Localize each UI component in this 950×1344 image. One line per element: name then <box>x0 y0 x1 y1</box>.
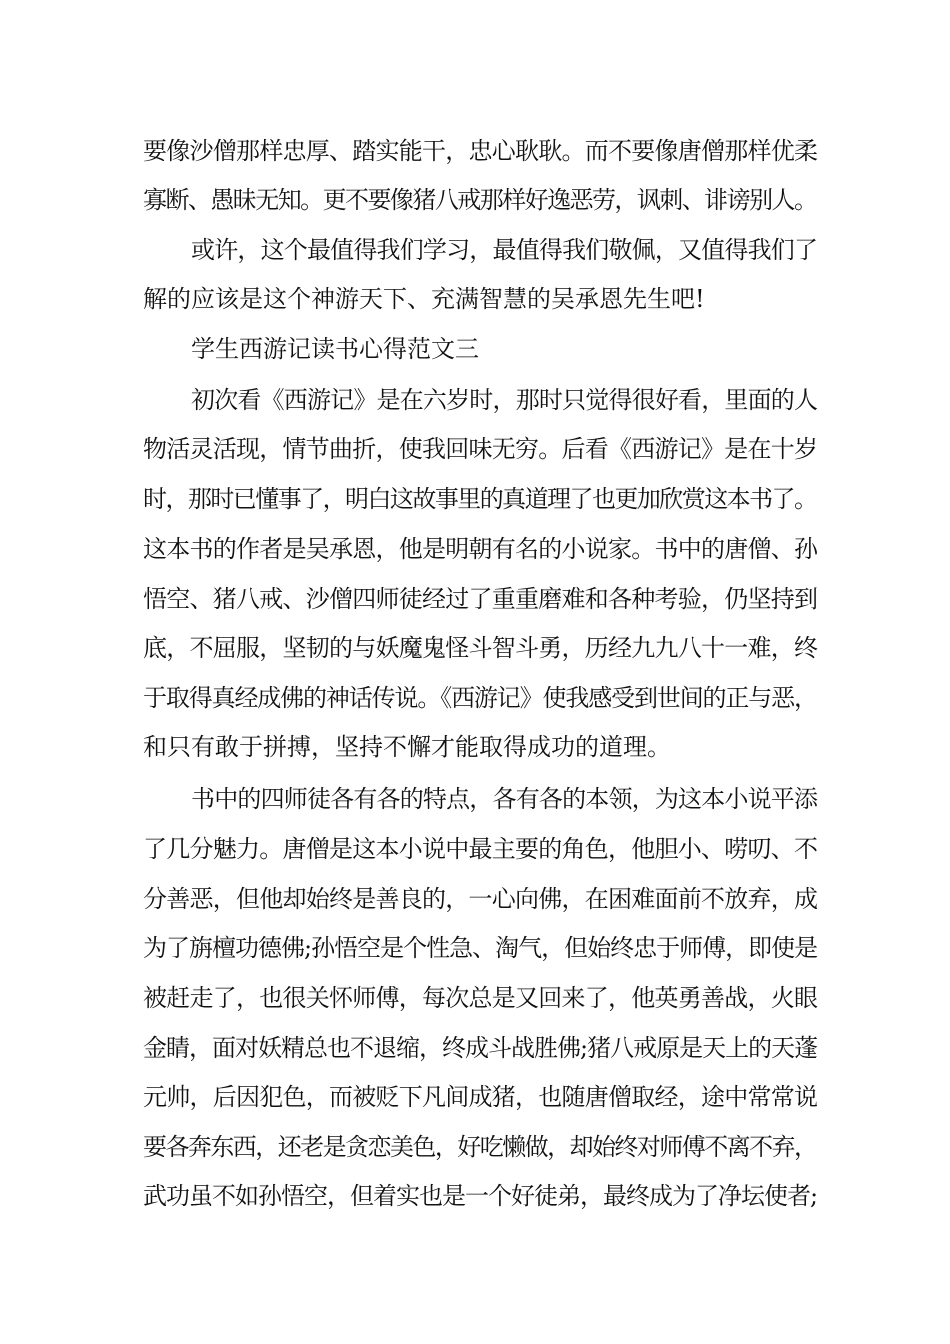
line-text: 悟空、猪八戒、沙僧四师徒经过了重重磨难和各种考验，仍坚持到 <box>143 585 818 613</box>
line-text: 初次看《西游记》是在六岁时，那时只觉得很好看，里面的人 <box>191 386 818 414</box>
text-line <box>0 1127 950 1167</box>
line-text: 解的应该是这个神游天下、充满智慧的吴承恩先生吧! <box>143 285 705 313</box>
line-text: 和只有敢于拼搏，坚持不懈才能取得成功的道理。 <box>143 733 671 761</box>
text-line <box>0 230 950 270</box>
line-text: 这本书的作者是吴承恩，他是明朝有名的小说家。书中的唐僧、孙 <box>143 535 818 563</box>
line-text: 时，那时已懂事了，明白这故事里的真道理了也更加欣赏这本书了。 <box>143 485 817 513</box>
line-text: 武功虽不如孙悟空，但着实也是一个好徒弟，最终成为了净坛使者; <box>143 1182 818 1210</box>
text-line <box>0 879 950 919</box>
line-text: 底，不屈服，坚韧的与妖魔鬼怪斗智斗勇，历经九九八十一难，终 <box>143 634 818 662</box>
line-text: 了几分魅力。唐僧是这本小说中最主要的角色，他胆小、唠叨、不 <box>143 835 818 863</box>
line-text: 金睛，面对妖精总也不退缩，终成斗战胜佛;猪八戒原是天上的天蓬 <box>143 1034 818 1062</box>
text-line <box>0 180 950 220</box>
line-text: 分善恶，但他却始终是善良的，一心向佛，在困难面前不放弃，成 <box>143 885 818 913</box>
text-line <box>0 727 950 767</box>
text-line <box>0 628 950 668</box>
line-text: 寡断、愚昧无知。更不要像猪八戒那样好逸恶劳，讽刺、诽谤别人。 <box>143 186 817 214</box>
text-line <box>0 928 950 968</box>
text-line <box>0 479 950 519</box>
line-text: 书中的四师徒各有各的特点，各有各的本领，为这本小说平添 <box>191 785 818 813</box>
text-line <box>0 579 950 619</box>
line-text: 要各奔东西，还老是贪恋美色，好吃懒做，却始终对师傅不离不弃， <box>143 1133 817 1161</box>
text-line <box>0 1077 950 1117</box>
line-text: 或许，这个最值得我们学习，最值得我们敬佩，又值得我们了 <box>191 236 818 264</box>
line-text: 于取得真经成佛的神话传说。《西游记》使我感受到世间的正与恶， <box>143 684 817 712</box>
line-text: 为了旃檀功德佛;孙悟空是个性急、淘气，但始终忠于师傅，即使是 <box>143 934 818 962</box>
text-line <box>0 279 950 319</box>
line-text: 学生西游记读书心得范文三 <box>191 335 479 363</box>
text-line <box>0 1176 950 1216</box>
text-line <box>0 1028 950 1068</box>
line-text: 被赶走了，也很关怀师傅，每次总是又回来了，他英勇善战，火眼 <box>143 984 818 1012</box>
section-heading <box>0 329 950 369</box>
text-line <box>0 829 950 869</box>
line-text: 元帅，后因犯色，而被贬下凡间成猪，也随唐僧取经，途中常常说 <box>143 1083 818 1111</box>
text-line <box>0 978 950 1018</box>
text-line <box>0 678 950 718</box>
text-line <box>0 380 950 420</box>
text-line <box>0 529 950 569</box>
text-line <box>0 429 950 469</box>
text-line <box>0 779 950 819</box>
text-line <box>0 131 950 171</box>
line-text: 物活灵活现，情节曲折，使我回味无穷。后看《西游记》是在十岁 <box>143 435 818 463</box>
line-text: 要像沙僧那样忠厚、踏实能干，忠心耿耿。而不要像唐僧那样优柔 <box>143 137 818 165</box>
